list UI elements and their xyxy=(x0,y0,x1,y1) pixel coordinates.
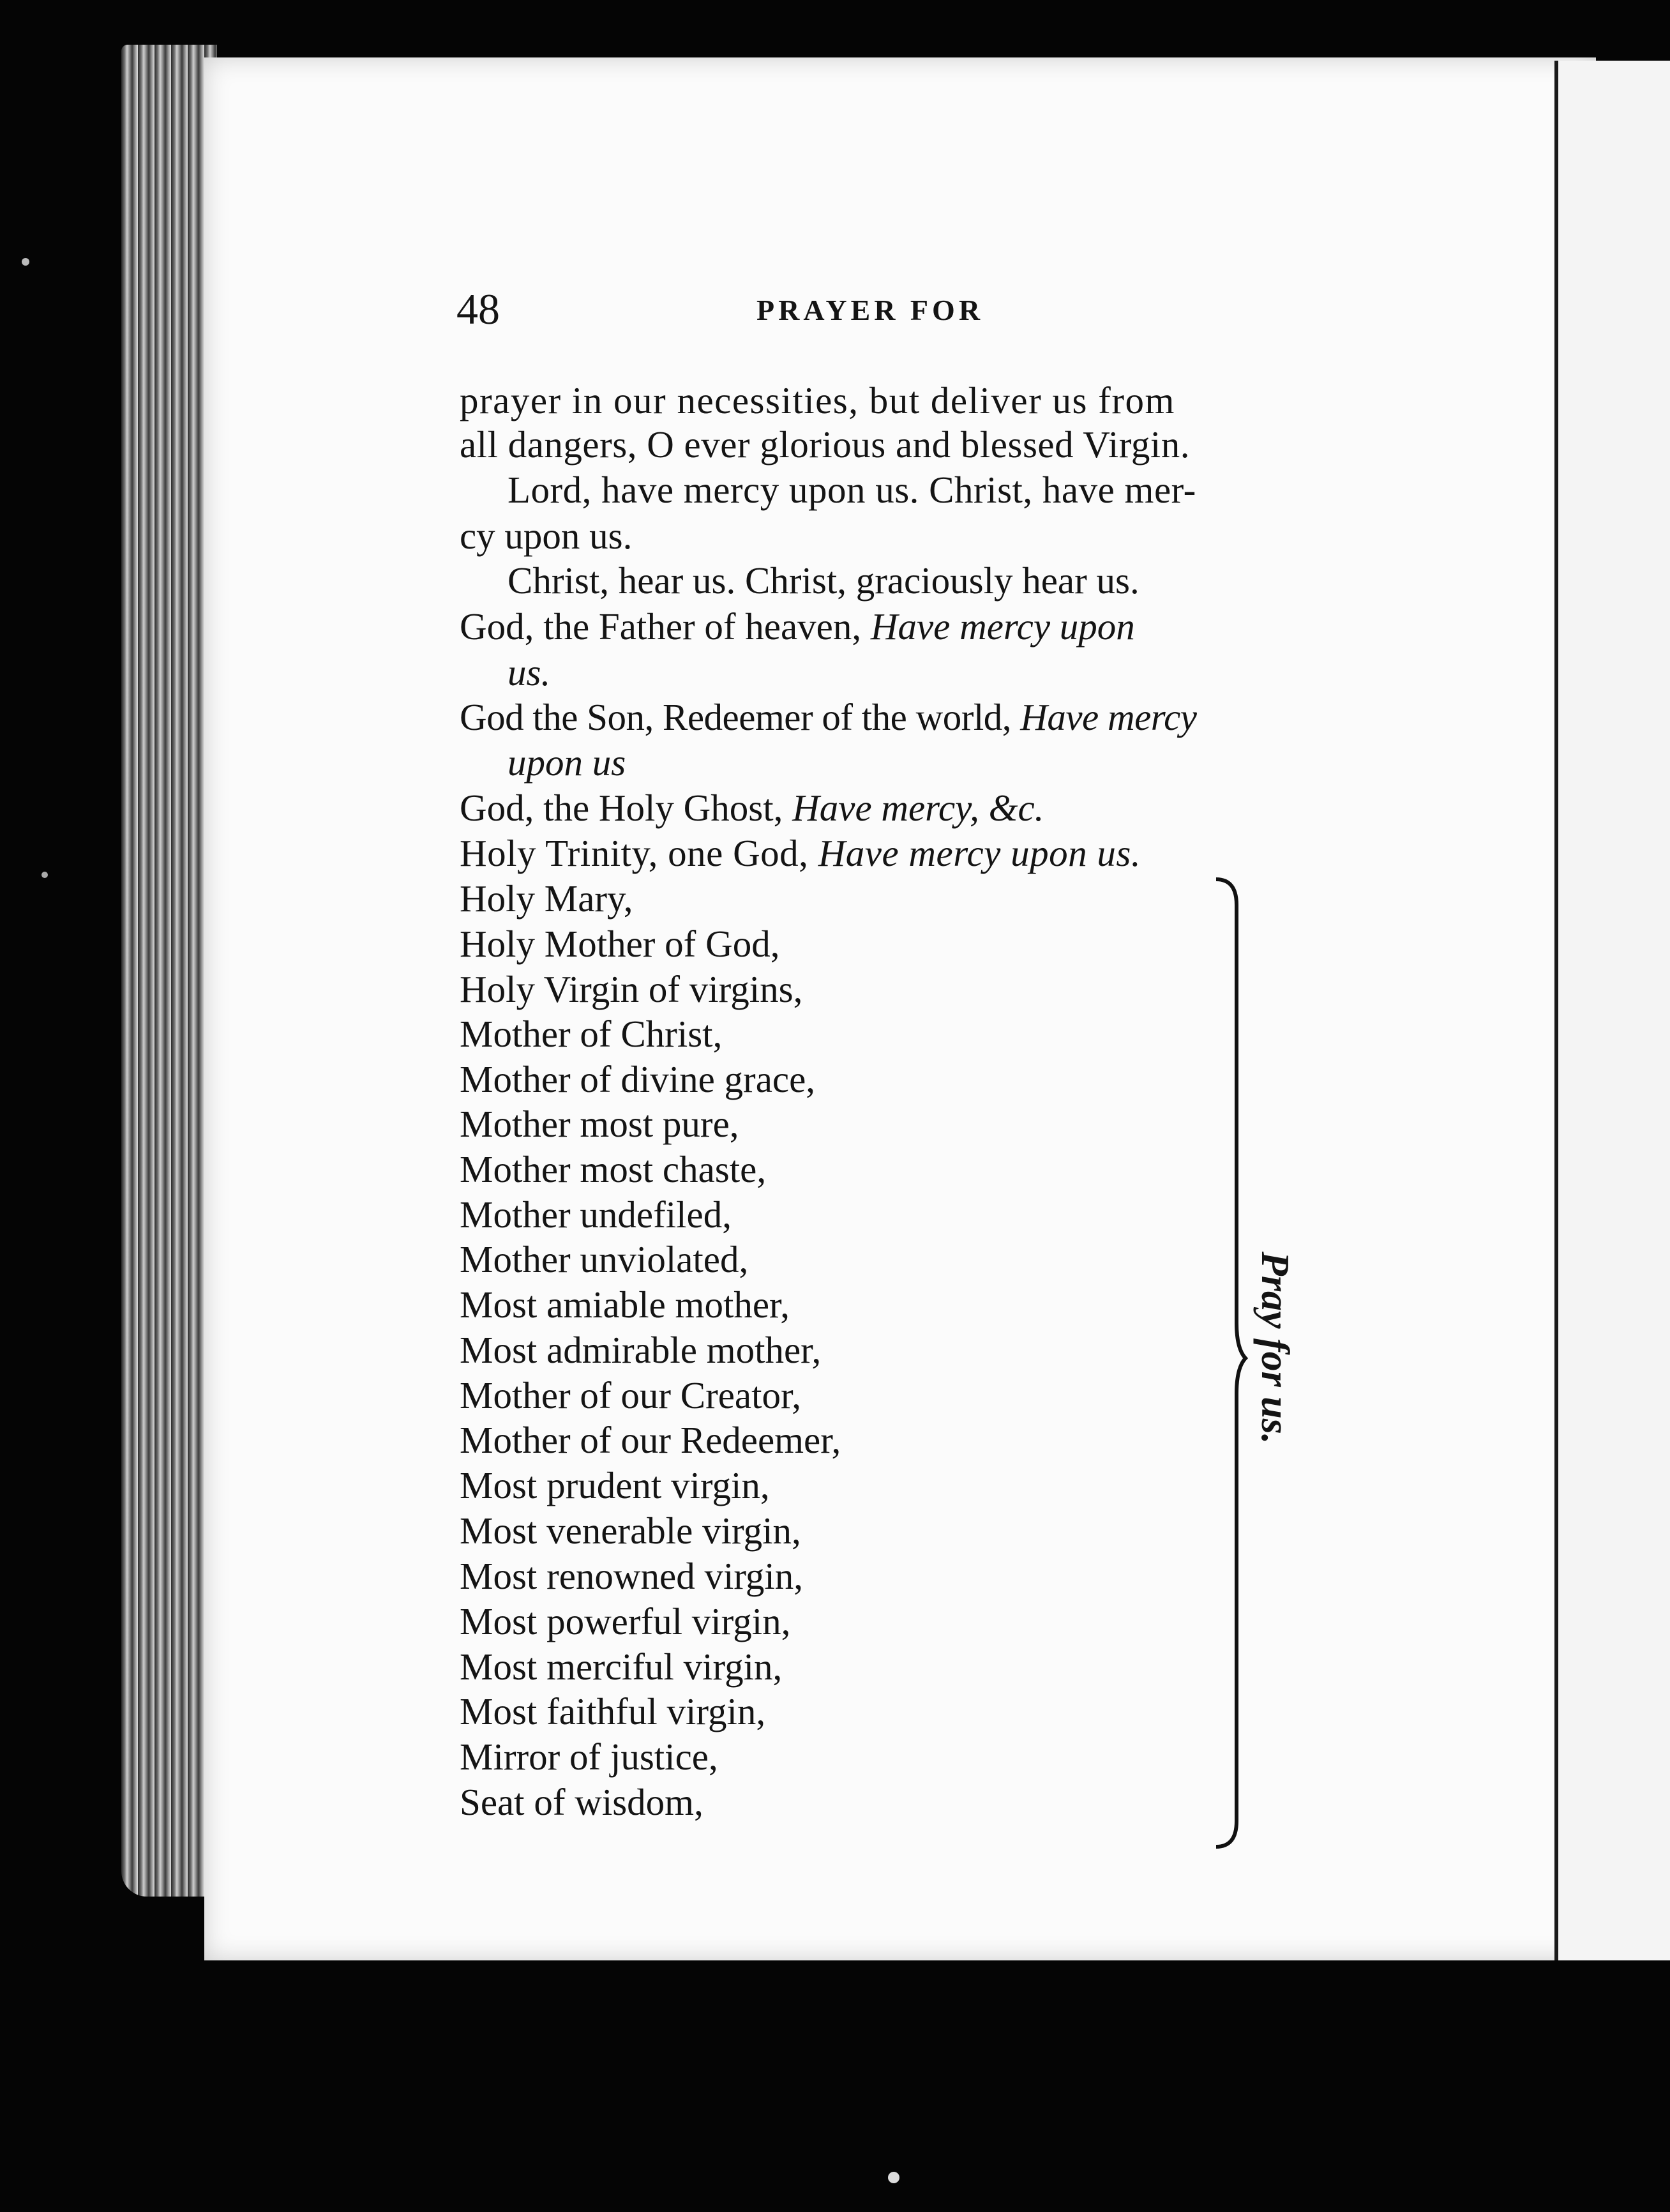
body-line: cy upon us. xyxy=(460,515,633,557)
invocation-line: Mother undefiled, xyxy=(460,1193,732,1236)
body-line: Lord, have mercy upon us. Christ, have mer- xyxy=(508,469,1196,511)
invocation-line: Most renowned virgin, xyxy=(460,1555,804,1597)
invocation-line: Mother most chaste, xyxy=(460,1148,767,1190)
body-line: Holy Trinity, one God, Have mercy upon us. xyxy=(460,832,1141,874)
body-line: God the Son, Redeemer of the world, Have mercy xyxy=(460,696,1197,738)
invocation-line: Most prudent virgin, xyxy=(460,1464,770,1506)
facing-page-edge xyxy=(1554,61,1670,1960)
response-italic: Have mercy upon us. xyxy=(818,832,1141,874)
invocation-line: Most admirable mother, xyxy=(460,1329,822,1371)
page-header xyxy=(456,284,1350,342)
pray-for-us-response: Pray for us. xyxy=(1253,1252,1297,1444)
running-head: PRAYER FOR xyxy=(756,294,984,326)
invocation-line: Mother of our Creator, xyxy=(460,1374,802,1416)
book-page-edges xyxy=(121,45,217,1897)
body-line: all dangers, O ever glorious and blessed Virgin. xyxy=(460,423,1190,466)
response-italic: Have mercy upon xyxy=(870,605,1135,648)
brace-bracket xyxy=(1210,876,1248,1850)
response-italic: Have mercy, &c. xyxy=(792,787,1044,829)
invocation-line: Seat of wisdom, xyxy=(460,1781,703,1823)
body-line xyxy=(508,651,551,693)
invocation-line: Holy Mother of God, xyxy=(460,923,780,965)
invocation-line: Mother unviolated, xyxy=(460,1238,749,1280)
invocation-line: Most venerable virgin, xyxy=(460,1510,801,1552)
body-line: God, the Holy Ghost, Have mercy, &c. xyxy=(460,787,1044,829)
invocation-line: Mother of divine grace, xyxy=(460,1058,816,1100)
body-line: prayer in our necessities, but deliver us from xyxy=(460,379,1175,421)
body-line: Christ, hear us. Christ, graciously hear us. xyxy=(508,559,1140,602)
body-line xyxy=(508,741,626,784)
invocation-line: Holy Virgin of virgins, xyxy=(460,968,803,1010)
invocation-line: Mother of Christ, xyxy=(460,1013,723,1055)
body-line: God, the Father of heaven, Have mercy upon xyxy=(460,605,1135,648)
response-italic: us. xyxy=(508,651,551,693)
invocation-line: Most merciful virgin, xyxy=(460,1646,783,1688)
invocation-line: Most faithful virgin, xyxy=(460,1690,766,1732)
response-italic: upon us xyxy=(508,741,626,784)
book-page xyxy=(204,57,1596,1960)
invocation-line: Holy Mary, xyxy=(460,877,633,920)
page-number: 48 xyxy=(456,285,500,333)
invocation-line: Most powerful virgin, xyxy=(460,1600,791,1642)
invocation-line: Mirror of justice, xyxy=(460,1736,718,1778)
invocation-line: Mother most pure, xyxy=(460,1103,739,1145)
response-italic: Have mercy xyxy=(1020,696,1197,738)
invocation-line: Mother of our Redeemer, xyxy=(460,1419,841,1461)
invocation-line: Most amiable mother, xyxy=(460,1284,790,1326)
